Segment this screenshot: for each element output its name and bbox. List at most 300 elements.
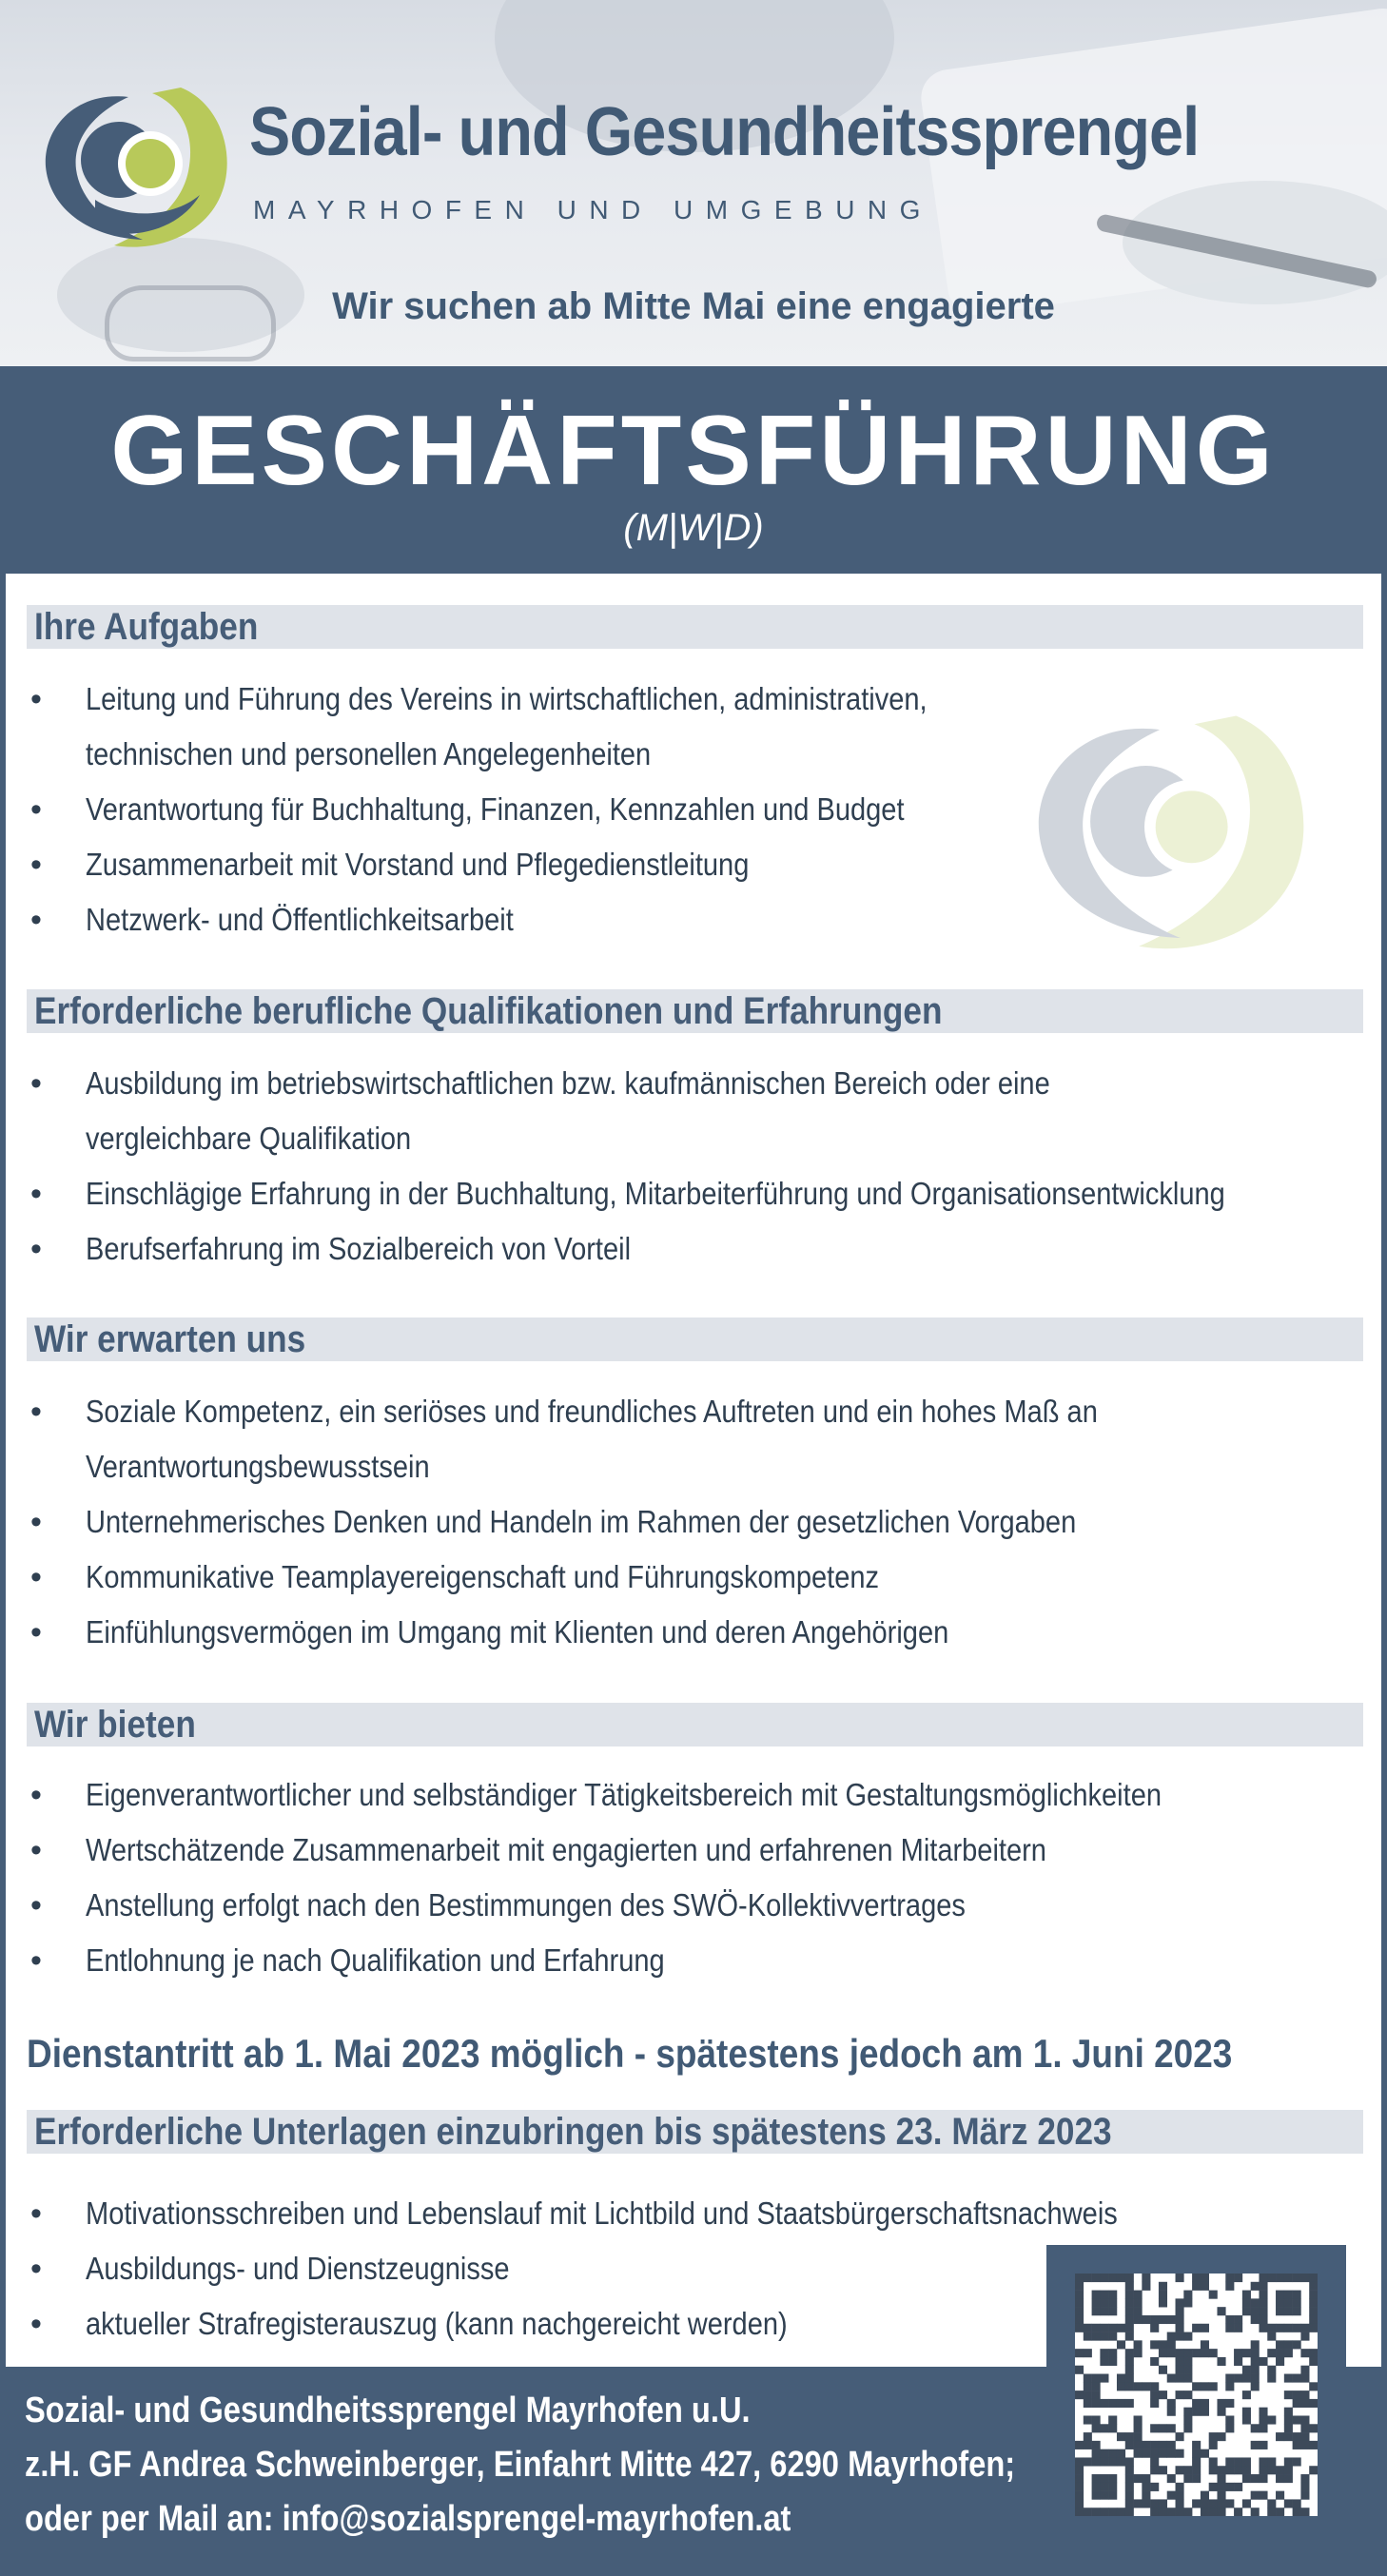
qr-module	[1284, 2291, 1293, 2299]
qr-module	[1293, 2274, 1301, 2282]
qr-module	[1108, 2415, 1117, 2424]
qr-module	[1134, 2432, 1143, 2441]
qr-module	[1192, 2408, 1201, 2416]
qr-module	[1142, 2491, 1150, 2500]
qr-module	[1183, 2474, 1192, 2483]
qr-module	[1225, 2282, 1234, 2291]
qr-module	[1125, 2441, 1134, 2449]
qr-module	[1300, 2366, 1309, 2374]
qr-module	[1075, 2366, 1084, 2374]
qr-module	[1242, 2466, 1251, 2474]
qr-module	[1309, 2274, 1318, 2282]
qr-module	[1075, 2441, 1084, 2449]
qr-module	[1234, 2324, 1242, 2332]
qr-module	[1309, 2357, 1318, 2366]
qr-module	[1251, 2282, 1260, 2291]
list-qualifikationen	[27, 1056, 1368, 1277]
qr-module	[1293, 2415, 1301, 2424]
qr-module	[1108, 2349, 1117, 2357]
qr-module	[1309, 2282, 1318, 2291]
qr-module	[1150, 2449, 1159, 2458]
qr-module	[1084, 2324, 1092, 2332]
qr-module	[1225, 2382, 1234, 2391]
qr-module	[1075, 2466, 1084, 2474]
qr-module	[1284, 2307, 1293, 2315]
qr-module	[1134, 2415, 1143, 2424]
qr-module	[1092, 2415, 1101, 2424]
qr-module	[1075, 2457, 1084, 2466]
qr-module	[1276, 2291, 1284, 2299]
qr-module	[1209, 2499, 1218, 2508]
qr-module	[1201, 2408, 1209, 2416]
qr-module	[1100, 2399, 1108, 2408]
qr-module	[1117, 2340, 1125, 2349]
qr-module	[1293, 2324, 1301, 2332]
qr-module	[1276, 2357, 1284, 2366]
qr-module	[1284, 2374, 1293, 2383]
qr-module	[1150, 2391, 1159, 2399]
qr-module	[1108, 2457, 1117, 2466]
qr-module	[1276, 2298, 1284, 2307]
qr-module	[1217, 2399, 1225, 2408]
qr-module	[1234, 2349, 1242, 2357]
qr-module	[1117, 2274, 1125, 2282]
qr-module	[1309, 2291, 1318, 2299]
qr-module	[1234, 2466, 1242, 2474]
qr-module	[1125, 2432, 1134, 2441]
qr-module	[1183, 2408, 1192, 2416]
qr-module	[1084, 2399, 1092, 2408]
qr-module	[1100, 2298, 1108, 2307]
qr-module	[1100, 2374, 1108, 2383]
qr-module	[1084, 2441, 1092, 2449]
qr-module	[1259, 2466, 1267, 2474]
qr-module	[1242, 2291, 1251, 2299]
qr-module	[1108, 2399, 1117, 2408]
qr-module	[1284, 2349, 1293, 2357]
qr-module	[1092, 2441, 1101, 2449]
qr-module	[1100, 2307, 1108, 2315]
qr-module	[1084, 2508, 1092, 2516]
qr-module	[1176, 2349, 1184, 2357]
qr-module	[1176, 2357, 1184, 2366]
qr-module	[1259, 2298, 1267, 2307]
qr-module	[1150, 2340, 1159, 2349]
qr-module	[1242, 2474, 1251, 2483]
qr-module	[1075, 2324, 1084, 2332]
qr-module	[1150, 2357, 1159, 2366]
qr-module	[1251, 2315, 1260, 2324]
qr-module	[1142, 2441, 1150, 2449]
qr-module	[1309, 2307, 1318, 2315]
list-item: • aktueller Strafregisterauszug (kann nachgereicht werden)	[27, 2296, 1368, 2352]
qr-module	[1217, 2357, 1225, 2366]
qr-module	[1092, 2457, 1101, 2466]
qr-module	[1092, 2298, 1101, 2307]
qr-module	[1284, 2391, 1293, 2399]
qr-module	[1108, 2491, 1117, 2500]
list-item: • Einfühlungsvermögen im Umgang mit Klienten und deren Angehörigen	[27, 1605, 1368, 1660]
qr-module	[1259, 2291, 1267, 2299]
qr-module	[1159, 2499, 1167, 2508]
qr-module	[1167, 2408, 1176, 2416]
qr-module	[1167, 2449, 1176, 2458]
qr-module	[1217, 2408, 1225, 2416]
list-item-continuation: vergleichbare Qualifikation	[86, 1121, 412, 1156]
list-item-continuation: technischen und personellen Angelegenheiten	[86, 736, 652, 771]
qr-module	[1134, 2349, 1143, 2357]
qr-module	[1234, 2508, 1242, 2516]
qr-module	[1267, 2332, 1276, 2341]
qr-module	[1192, 2457, 1201, 2466]
qr-module	[1167, 2508, 1176, 2516]
qr-module	[1225, 2324, 1234, 2332]
qr-module	[1284, 2415, 1293, 2424]
qr-module	[1300, 2374, 1309, 2383]
qr-module	[1251, 2424, 1260, 2432]
qr-module	[1100, 2424, 1108, 2432]
list-item: • Unternehmerisches Denken und Handeln im Rahmen der gesetzlichen Vorgaben	[27, 1494, 1368, 1550]
qr-module	[1183, 2424, 1192, 2432]
qr-module	[1092, 2449, 1101, 2458]
qr-module	[1183, 2374, 1192, 2383]
qr-module	[1259, 2315, 1267, 2324]
qr-module	[1092, 2374, 1101, 2383]
qr-module	[1192, 2449, 1201, 2458]
qr-module	[1267, 2274, 1276, 2282]
qr-module	[1309, 2466, 1318, 2474]
qr-module	[1176, 2332, 1184, 2341]
qr-module	[1300, 2274, 1309, 2282]
qr-module	[1267, 2366, 1276, 2374]
list-item: • Berufserfahrung im Sozialbereich von Vorteil	[27, 1221, 1368, 1277]
qr-module	[1300, 2474, 1309, 2483]
qr-module	[1251, 2508, 1260, 2516]
qr-module	[1125, 2491, 1134, 2500]
qr-module	[1284, 2274, 1293, 2282]
qr-module	[1192, 2474, 1201, 2483]
qr-module	[1084, 2457, 1092, 2466]
qr-module	[1125, 2324, 1134, 2332]
qr-module	[1276, 2508, 1284, 2516]
section-heading-angebot: Wir bieten	[27, 1703, 1363, 1747]
qr-module	[1225, 2499, 1234, 2508]
qr-module	[1225, 2466, 1234, 2474]
qr-module	[1201, 2382, 1209, 2391]
qr-module	[1108, 2449, 1117, 2458]
list-item: • Wertschätzende Zusammenarbeit mit engagierten und erfahrenen Mitarbeitern	[27, 1823, 1368, 1878]
qr-module	[1176, 2324, 1184, 2332]
qr-code-icon[interactable]	[1075, 2274, 1318, 2516]
qr-module	[1300, 2432, 1309, 2441]
qr-module	[1217, 2432, 1225, 2441]
qr-module	[1242, 2298, 1251, 2307]
qr-module	[1075, 2508, 1084, 2516]
qr-module	[1100, 2457, 1108, 2466]
qr-module	[1267, 2466, 1276, 2474]
qr-module	[1159, 2291, 1167, 2299]
qr-module	[1084, 2274, 1092, 2282]
qr-module	[1092, 2382, 1101, 2391]
qr-module	[1276, 2340, 1284, 2349]
qr-module	[1167, 2374, 1176, 2383]
qr-module	[1125, 2499, 1134, 2508]
qr-module	[1300, 2415, 1309, 2424]
qr-module	[1075, 2499, 1084, 2508]
qr-module	[1267, 2499, 1276, 2508]
qr-module	[1117, 2432, 1125, 2441]
qr-module	[1234, 2315, 1242, 2324]
qr-module	[1251, 2349, 1260, 2357]
qr-module	[1267, 2415, 1276, 2424]
start-date: Dienstantritt ab 1. Mai 2023 möglich - spätestens jedoch am 1. Juni 2023	[27, 2031, 1233, 2076]
qr-module	[1293, 2441, 1301, 2449]
qr-module	[1176, 2298, 1184, 2307]
qr-module	[1108, 2298, 1117, 2307]
qr-module	[1134, 2424, 1143, 2432]
qr-module	[1125, 2332, 1134, 2341]
qr-module	[1142, 2282, 1150, 2291]
qr-module	[1267, 2508, 1276, 2516]
qr-module	[1142, 2449, 1150, 2458]
page-title: GESCHÄFTSFÜHRUNG	[110, 396, 1277, 506]
qr-module	[1176, 2508, 1184, 2516]
qr-module	[1300, 2441, 1309, 2449]
qr-module	[1201, 2499, 1209, 2508]
qr-module	[1084, 2332, 1092, 2341]
qr-module	[1092, 2491, 1101, 2500]
qr-module	[1251, 2474, 1260, 2483]
qr-module	[1125, 2508, 1134, 2516]
qr-module	[1176, 2307, 1184, 2315]
qr-module	[1309, 2315, 1318, 2324]
qr-module	[1176, 2483, 1184, 2491]
qr-module	[1293, 2508, 1301, 2516]
qr-module	[1242, 2374, 1251, 2383]
org-name: Sozial- und Gesundheitssprengel	[249, 94, 1200, 170]
sprengel-logo-icon	[38, 76, 233, 252]
qr-module	[1075, 2483, 1084, 2491]
section-heading-aufgaben: Ihre Aufgaben	[27, 605, 1363, 649]
qr-module	[1293, 2374, 1301, 2383]
qr-module	[1125, 2474, 1134, 2483]
qr-module	[1201, 2508, 1209, 2516]
qr-module	[1108, 2474, 1117, 2483]
list-aufgaben	[27, 672, 1368, 947]
list-item: • Zusammenarbeit mit Vorstand und Pflegedienstleitung	[27, 837, 1368, 892]
qr-module	[1209, 2291, 1218, 2299]
qr-module	[1251, 2441, 1260, 2449]
list-item: • Ausbildungs- und Dienstzeugnisse	[27, 2241, 1368, 2296]
qr-module	[1075, 2282, 1084, 2291]
qr-module	[1309, 2424, 1318, 2432]
qr-module	[1084, 2391, 1092, 2399]
qr-module	[1192, 2466, 1201, 2474]
qr-module	[1259, 2357, 1267, 2366]
qr-module	[1234, 2274, 1242, 2282]
qr-module	[1293, 2399, 1301, 2408]
qr-module	[1142, 2483, 1150, 2491]
qr-module	[1134, 2291, 1143, 2299]
qr-module	[1192, 2399, 1201, 2408]
qr-module	[1293, 2291, 1301, 2299]
qr-module	[1192, 2441, 1201, 2449]
qr-module	[1108, 2291, 1117, 2299]
qr-module	[1225, 2415, 1234, 2424]
qr-module	[1209, 2382, 1218, 2391]
qr-module	[1225, 2457, 1234, 2466]
qr-module	[1084, 2374, 1092, 2383]
qr-module	[1150, 2483, 1159, 2491]
qr-module	[1100, 2332, 1108, 2341]
section-heading-unterlagen: Erforderliche Unterlagen einzubringen bis spätestens 23. März 2023	[27, 2110, 1363, 2154]
qr-module	[1209, 2508, 1218, 2516]
qr-module	[1176, 2374, 1184, 2383]
qr-module	[1159, 2508, 1167, 2516]
qr-module	[1242, 2391, 1251, 2399]
qr-module	[1242, 2349, 1251, 2357]
qr-module	[1092, 2399, 1101, 2408]
qr-module	[1150, 2315, 1159, 2324]
qr-module	[1201, 2274, 1209, 2282]
qr-module	[1117, 2382, 1125, 2391]
qr-module	[1300, 2391, 1309, 2399]
qr-module	[1159, 2391, 1167, 2399]
qr-module	[1100, 2508, 1108, 2516]
qr-module	[1201, 2324, 1209, 2332]
qr-module	[1284, 2408, 1293, 2416]
qr-module	[1125, 2366, 1134, 2374]
list-item: • Ausbildung im betriebswirtschaftlichen bzw. kaufmännischen Bereich oder eine	[27, 1056, 1368, 1111]
qr-module	[1159, 2315, 1167, 2324]
qr-module	[1159, 2366, 1167, 2374]
qr-module	[1100, 2449, 1108, 2458]
qr-module	[1242, 2499, 1251, 2508]
qr-module	[1293, 2432, 1301, 2441]
qr-module	[1259, 2307, 1267, 2315]
qr-module	[1100, 2474, 1108, 2483]
qr-module	[1075, 2391, 1084, 2399]
qr-module	[1192, 2282, 1201, 2291]
qr-module	[1242, 2366, 1251, 2374]
qr-module	[1142, 2499, 1150, 2508]
qr-module	[1234, 2457, 1242, 2466]
qr-module	[1159, 2441, 1167, 2449]
qr-module	[1092, 2332, 1101, 2341]
qr-module	[1183, 2298, 1192, 2307]
qr-module	[1293, 2340, 1301, 2349]
qr-module	[1075, 2274, 1084, 2282]
qr-module	[1125, 2349, 1134, 2357]
qr-module	[1125, 2307, 1134, 2315]
qr-module	[1159, 2449, 1167, 2458]
qr-module	[1259, 2282, 1267, 2291]
list-item: • Leitung und Führung des Vereins in wirtschaftlichen, administrativen,	[27, 672, 1368, 727]
qr-module	[1300, 2332, 1309, 2341]
qr-module	[1134, 2382, 1143, 2391]
qr-module	[1251, 2357, 1260, 2366]
qr-module	[1134, 2441, 1143, 2449]
qr-module	[1167, 2349, 1176, 2357]
qr-module	[1242, 2408, 1251, 2416]
qr-module	[1159, 2282, 1167, 2291]
qr-module	[1125, 2466, 1134, 2474]
qr-module	[1217, 2466, 1225, 2474]
qr-module	[1075, 2349, 1084, 2357]
qr-module	[1134, 2449, 1143, 2458]
qr-module	[1092, 2307, 1101, 2315]
qr-module	[1192, 2499, 1201, 2508]
header-photo	[0, 0, 1387, 366]
qr-module	[1183, 2349, 1192, 2357]
qr-module	[1075, 2474, 1084, 2483]
qr-module	[1125, 2274, 1134, 2282]
qr-module	[1293, 2457, 1301, 2466]
qr-module	[1251, 2366, 1260, 2374]
list-item: • Verantwortung für Buchhaltung, Finanzen, Kennzahlen und Budget	[27, 782, 1368, 837]
qr-module	[1259, 2415, 1267, 2424]
qr-module	[1150, 2399, 1159, 2408]
qr-module	[1167, 2399, 1176, 2408]
qr-module	[1209, 2483, 1218, 2491]
qr-module	[1276, 2474, 1284, 2483]
qr-module	[1134, 2307, 1143, 2315]
qr-module	[1092, 2424, 1101, 2432]
qr-module	[1284, 2340, 1293, 2349]
qr-module	[1234, 2357, 1242, 2366]
qr-module	[1150, 2441, 1159, 2449]
list-item: • Netzwerk- und Öffentlichkeitsarbeit	[27, 892, 1368, 947]
qr-module	[1125, 2457, 1134, 2466]
qr-module	[1159, 2340, 1167, 2349]
qr-module	[1100, 2349, 1108, 2357]
qr-module	[1183, 2391, 1192, 2399]
qr-module	[1209, 2466, 1218, 2474]
qr-module	[1167, 2474, 1176, 2483]
qr-module	[1300, 2483, 1309, 2491]
list-item: • Entlohnung je nach Qualifikation und Erfahrung	[27, 1933, 1368, 1988]
qr-module	[1100, 2357, 1108, 2366]
qr-module	[1276, 2274, 1284, 2282]
qr-module	[1075, 2298, 1084, 2307]
qr-module	[1267, 2324, 1276, 2332]
qr-module	[1117, 2508, 1125, 2516]
qr-module	[1300, 2399, 1309, 2408]
qr-module	[1176, 2432, 1184, 2441]
tagline: Wir suchen ab Mitte Mai eine engagierte	[332, 285, 1055, 327]
qr-module	[1108, 2357, 1117, 2366]
qr-module	[1259, 2324, 1267, 2332]
qr-module	[1167, 2424, 1176, 2432]
qr-module	[1259, 2408, 1267, 2416]
qr-module	[1284, 2474, 1293, 2483]
list-item: • Motivationsschreiben und Lebenslauf mit Lichtbild und Staatsbürgerschaftsnachweis	[27, 2186, 1368, 2241]
qr-module	[1092, 2291, 1101, 2299]
qr-module	[1183, 2366, 1192, 2374]
qr-module	[1125, 2374, 1134, 2383]
qr-module	[1092, 2324, 1101, 2332]
qr-module	[1242, 2307, 1251, 2315]
qr-module	[1134, 2315, 1143, 2324]
qr-module	[1125, 2315, 1134, 2324]
qr-module	[1284, 2432, 1293, 2441]
qr-module	[1150, 2499, 1159, 2508]
qr-module	[1192, 2324, 1201, 2332]
qr-module	[1225, 2274, 1234, 2282]
list-item-continuation: Verantwortungsbewusstsein	[86, 1449, 430, 1484]
footer-email[interactable]: oder per Mail an: info@sozialsprengel-mayrhofen.at	[25, 2499, 791, 2539]
qr-module	[1117, 2324, 1125, 2332]
